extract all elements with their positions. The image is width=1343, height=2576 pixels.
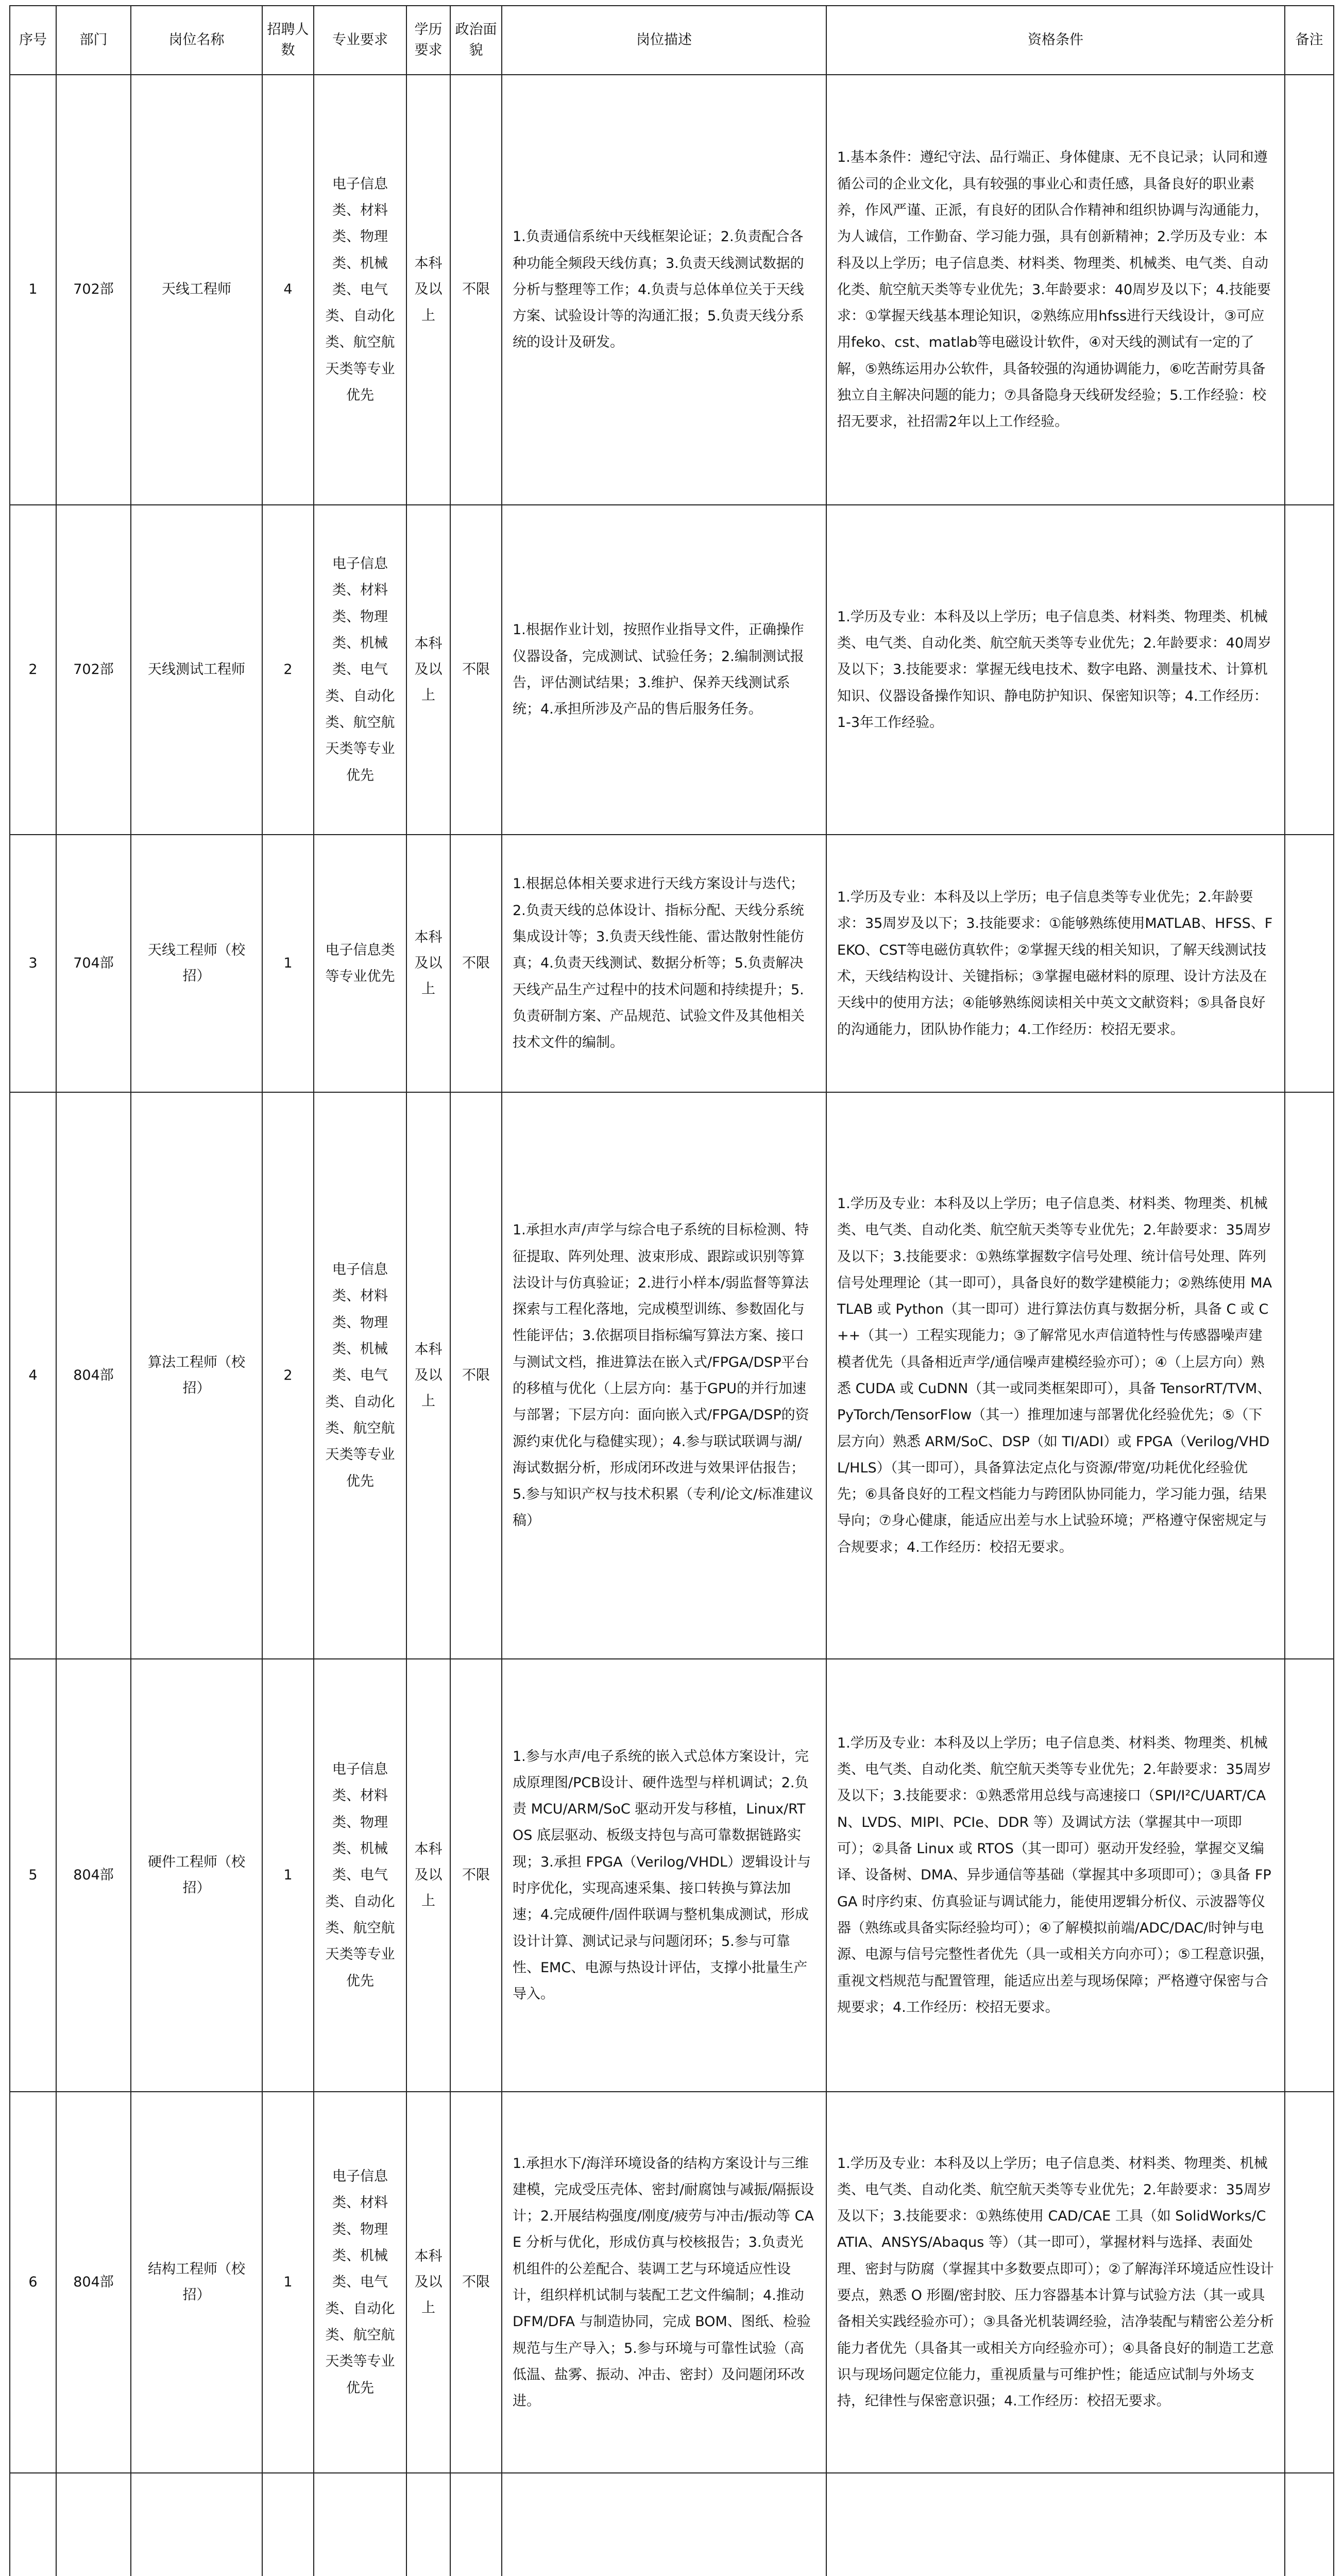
row-no: 1 [10,75,56,505]
row-desc: 1.参与水声/电子系统的嵌入式总体方案设计，完成原理图/PCB设计、硬件选型与样机调试；2.负责 MCU/ARM/SoC 驱动开发与移植，Linux/RTOS 底层驱动、板级支持包与高可靠数据链路实现；3.承担 FPGA（Verilog/VHDL）逻辑设计与时序优化，实现高速采集、接口转换与算法加速；4.完成硬件/固件联调与整机集成测试，形成设计计算、测试记录与问题闭环；5.参与可靠性、EMC、电源与热设计评估，支撑小批量生产导入。 [502,1659,826,2092]
row-desc: 1.负责通信系统中天线框架论证；2.负责配合各种功能全频段天线仿真；3.负责天线测试数据的分析与整理等工作；4.负责与总体单位关于天线方案、试验设计等的沟通汇报；5.负责天线分系统的设计及研发。 [502,75,826,505]
row-no: 4 [10,1092,56,1659]
table-row [10,505,1334,835]
row-qual: 1.学历及专业：本科及以上学历；电子信息类、材料类、物理类、机械类、电气类、自动化类、航空航天类等专业优先；2.年龄要求：40周岁及以下；3.技能要求：掌握无线电技术、数字电路、测量技术、计算机知识、仪器设备操作知识、静电防护知识、保密知识等；4.工作经历：1-3年工作经验。 [826,505,1285,835]
header-row [10,6,1334,75]
row-note [1285,505,1334,835]
row-count: 2 [262,1092,314,1659]
row-qual: 1.学历及专业：本科及以上学历；电子信息类、材料类、物理类、机械类、电气类、自动化类、航空航天类等专业优先；2.年龄要求：35周岁及以下；3.技能要求：①熟练使用 CAD/CAE 工具（如 SolidWorks/CATIA、ANSYS/Abaqus 等）（其一即可），掌握材料与选择、表面处理、密封与防腐（掌握其中多数要点即可）；②了解海洋环境适应性设计要点，熟悉 O 形圈/密封胶、压力容器基本计算与试验方法（其一或具备相关实践经验亦可）；③具备光机装调经验，洁净装配与精密公差分析能力者优先（具备其一或相关方向经验亦可）；④具备良好的制造工艺意识与现场问题定位能力，重视质量与可维护性；能适应试制与外场支持，纪律性与保密意识强；4.工作经历：校招无要求。 [826,2092,1285,2473]
table-row [10,1092,1334,1659]
row-politics: 不限 [450,1092,502,1659]
row-no: 5 [10,1659,56,2092]
row-note [1285,1659,1334,2092]
row-no: 3 [10,835,56,1092]
row-politics: 不限 [450,1659,502,2092]
row-edu: 本科及以上 [406,505,450,835]
header-desc: 岗位描述 [502,6,826,75]
row-edu: 本科及以上 [406,1092,450,1659]
row-qual: 1.学历及专业：本科及以上学历；电子信息类等专业优先；2.年龄要求：35周岁及以下；3.技能要求：①能够熟练使用MATLAB、HFSS、FEKO、CST等电磁仿真软件；②掌握天线的相关知识，了解天线测试技术，天线结构设计、关键指标；③掌握电磁材料的原理、设计方法及在天线中的使用方法；④能够熟练阅读相关中英文文献资料；⑤具备良好的沟通能力，团队协作能力；4.工作经历：校招无要求。 [826,835,1285,1092]
row-desc: 1.承担水下/海洋环境设备的结构方案设计与三维建模，完成受压壳体、密封/耐腐蚀与减振/隔振设计；2.开展结构强度/刚度/疲劳与冲击/振动等 CAE 分析与优化，形成仿真与校核报告；3.负责光机组件的公差配合、装调工艺与环境适应性设计，组织样机试制与装配工艺文件编制；4.推动 DFM/DFA 与制造协同，完成 BOM、图纸、检验规范与生产导入；5.参与环境与可靠性试验（高低温、盐雾、振动、冲击、密封）及问题闭环改进。 [502,2092,826,2473]
row-major [314,2473,406,2576]
row-edu [406,2473,450,2576]
row-major: 电子信息类、材料类、物理类、机械类、电气类、自动化类、航空航天类等专业优先 [314,505,406,835]
row-title [131,2473,262,2576]
header-no: 序号 [10,6,56,75]
row-edu: 本科及以上 [406,75,450,505]
row-count: 2 [262,505,314,835]
row-qual [826,2473,1285,2576]
row-politics: 不限 [450,835,502,1092]
header-edu: 学历要求 [406,6,450,75]
table-row [10,1659,1334,2092]
row-dept [56,2473,131,2576]
row-title: 天线工程师（校招） [131,835,262,1092]
row-major: 电子信息类、材料类、物理类、机械类、电气类、自动化类、航空航天类等专业优先 [314,1659,406,2092]
row-dept: 804部 [56,2092,131,2473]
row-edu: 本科及以上 [406,1659,450,2092]
row-dept: 702部 [56,505,131,835]
row-qual: 1.学历及专业：本科及以上学历；电子信息类、材料类、物理类、机械类、电气类、自动化类、航空航天类等专业优先；2.年龄要求：35周岁及以下；3.技能要求：①熟悉常用总线与高速接口（SPI/I²C/UART/CAN、LVDS、MIPI、PCIe、DDR 等）及调试方法（掌握其中一项即可）；②具备 Linux 或 RTOS（其一即可）驱动开发经验，掌握交叉编译、设备树、DMA、异步通信等基础（掌握其中多项即可）；③具备 FPGA 时序约束、仿真验证与调试能力，能使用逻辑分析仪、示波器等仪器（熟练或具备实际经验均可）；④了解模拟前端/ADC/DAC/时钟与电源、电源与信号完整性者优先（具一或相关方向亦可）；⑤工程意识强，重视文档规范与配置管理，能适应出差与现场保障；严格遵守保密与合规要求；4.工作经历：校招无要求。 [826,1659,1285,2092]
row-count: 1 [262,1659,314,2092]
row-no: 6 [10,2092,56,2473]
row-note [1285,835,1334,1092]
table-row [10,2473,1334,2576]
row-dept: 804部 [56,1092,131,1659]
header-note: 备注 [1285,6,1334,75]
row-count [262,2473,314,2576]
row-major: 电子信息类、材料类、物理类、机械类、电气类、自动化类、航空航天类等专业优先 [314,1092,406,1659]
table-row [10,75,1334,505]
row-title: 天线测试工程师 [131,505,262,835]
header-count: 招聘人数 [262,6,314,75]
row-title: 天线工程师 [131,75,262,505]
header-major: 专业要求 [314,6,406,75]
row-major: 电子信息类、材料类、物理类、机械类、电气类、自动化类、航空航天类等专业优先 [314,75,406,505]
row-note [1285,2473,1334,2576]
row-dept: 704部 [56,835,131,1092]
row-desc: 1.承担水声/声学与综合电子系统的目标检测、特征提取、阵列处理、波束形成、跟踪或识别等算法设计与仿真验证；2.进行小样本/弱监督等算法探索与工程化落地，完成模型训练、参数固化与性能评估；3.依据项目指标编写算法方案、接口与测试文档，推进算法在嵌入式/FPGA/DSP平台的移植与优化（上层方向：基于GPU的并行加速与部署；下层方向：面向嵌入式/FPGA/DSP的资源约束优化与稳健实现）；4.参与联试联调与湖/海试数据分析，形成闭环改进与效果评估报告；5.参与知识产权与技术积累（专利/论文/标准建议稿） [502,1092,826,1659]
row-qual: 1.基本条件：遵纪守法、品行端正、身体健康、无不良记录；认同和遵循公司的企业文化，具有较强的事业心和责任感，具备良好的职业素养，作风严谨、正派，有良好的团队合作精神和组织协调与沟通能力，为人诚信，工作勤奋、学习能力强，具有创新精神；2.学历及专业：本科及以上学历；电子信息类、材料类、物理类、机械类、电气类、自动化类、航空航天类等专业优先；3.年龄要求：40周岁及以下；4.技能要求：①掌握天线基本理论知识，②熟练应用hfss进行天线设计，③可应用feko、cst、matlab等电磁设计软件，④对天线的测试有一定的了解，⑤熟练运用办公软件，具备较强的沟通协调能力，⑥吃苦耐劳具备独立自主解决问题的能力；⑦具备隐身天线研发经验；5.工作经验：校招无要求，社招需2年以上工作经验。 [826,75,1285,505]
row-no: 2 [10,505,56,835]
row-title: 结构工程师（校招） [131,2092,262,2473]
recruitment-table [9,5,1334,2576]
row-qual: 1.学历及专业：本科及以上学历；电子信息类、材料类、物理类、机械类、电气类、自动化类、航空航天类等专业优先；2.年龄要求：35周岁及以下；3.技能要求：①熟练掌握数字信号处理、统计信号处理、阵列信号处理理论（其一即可），具备良好的数学建模能力；②熟练使用 MATLAB 或 Python（其一即可）进行算法仿真与数据分析，具备 C 或 C++（其一）工程实现能力；③了解常见水声信道特性与传感器噪声建模者优先（具备相近声学/通信噪声建模经验亦可）；④（上层方向）熟悉 CUDA 或 CuDNN（其一或同类框架即可），具备 TensorRT/TVM、PyTorch/TensorFlow（其一）推理加速与部署优化经验优先；⑤（下层方向）熟悉 ARM/SoC、DSP（如 TI/ADI）或 FPGA（Verilog/VHDL/HLS）（其一即可），具备算法定点化与资源/带宽/功耗优化经验优先；⑥具备良好的工程文档能力与跨团队协同能力，学习能力强，结果导向；⑦身心健康，能适应出差与水上试验环境；严格遵守保密规定与合规要求；4.工作经历：校招无要求。 [826,1092,1285,1659]
row-title: 算法工程师（校招） [131,1092,262,1659]
table-row [10,835,1334,1092]
row-note [1285,1092,1334,1659]
row-note [1285,75,1334,505]
table-row [10,2092,1334,2473]
row-major: 电子信息类等专业优先 [314,835,406,1092]
header-politics: 政治面貌 [450,6,502,75]
row-desc [502,2473,826,2576]
row-count: 1 [262,835,314,1092]
row-edu: 本科及以上 [406,835,450,1092]
row-count: 1 [262,2092,314,2473]
row-note [1285,2092,1334,2473]
row-dept: 702部 [56,75,131,505]
header-title: 岗位名称 [131,6,262,75]
row-dept: 804部 [56,1659,131,2092]
row-no [10,2473,56,2576]
header-dept: 部门 [56,6,131,75]
row-politics [450,2473,502,2576]
row-count: 4 [262,75,314,505]
row-politics: 不限 [450,2092,502,2473]
row-title: 硬件工程师（校招） [131,1659,262,2092]
header-qual: 资格条件 [826,6,1285,75]
row-politics: 不限 [450,75,502,505]
row-major: 电子信息类、材料类、物理类、机械类、电气类、自动化类、航空航天类等专业优先 [314,2092,406,2473]
row-desc: 1.根据总体相关要求进行天线方案设计与迭代；2.负责天线的总体设计、指标分配、天线分系统集成设计等；3.负责天线性能、雷达散射性能仿真；4.负责天线测试、数据分析等；5.负责解决天线产品生产过程中的技术问题和持续提升；5.负责研制方案、产品规范、试验文件及其他相关技术文件的编制。 [502,835,826,1092]
row-desc: 1.根据作业计划，按照作业指导文件，正确操作仪器设备，完成测试、试验任务；2.编制测试报告，评估测试结果；3.维护、保养天线测试系统；4.承担所涉及产品的售后服务任务。 [502,505,826,835]
row-edu: 本科及以上 [406,2092,450,2473]
row-politics: 不限 [450,505,502,835]
